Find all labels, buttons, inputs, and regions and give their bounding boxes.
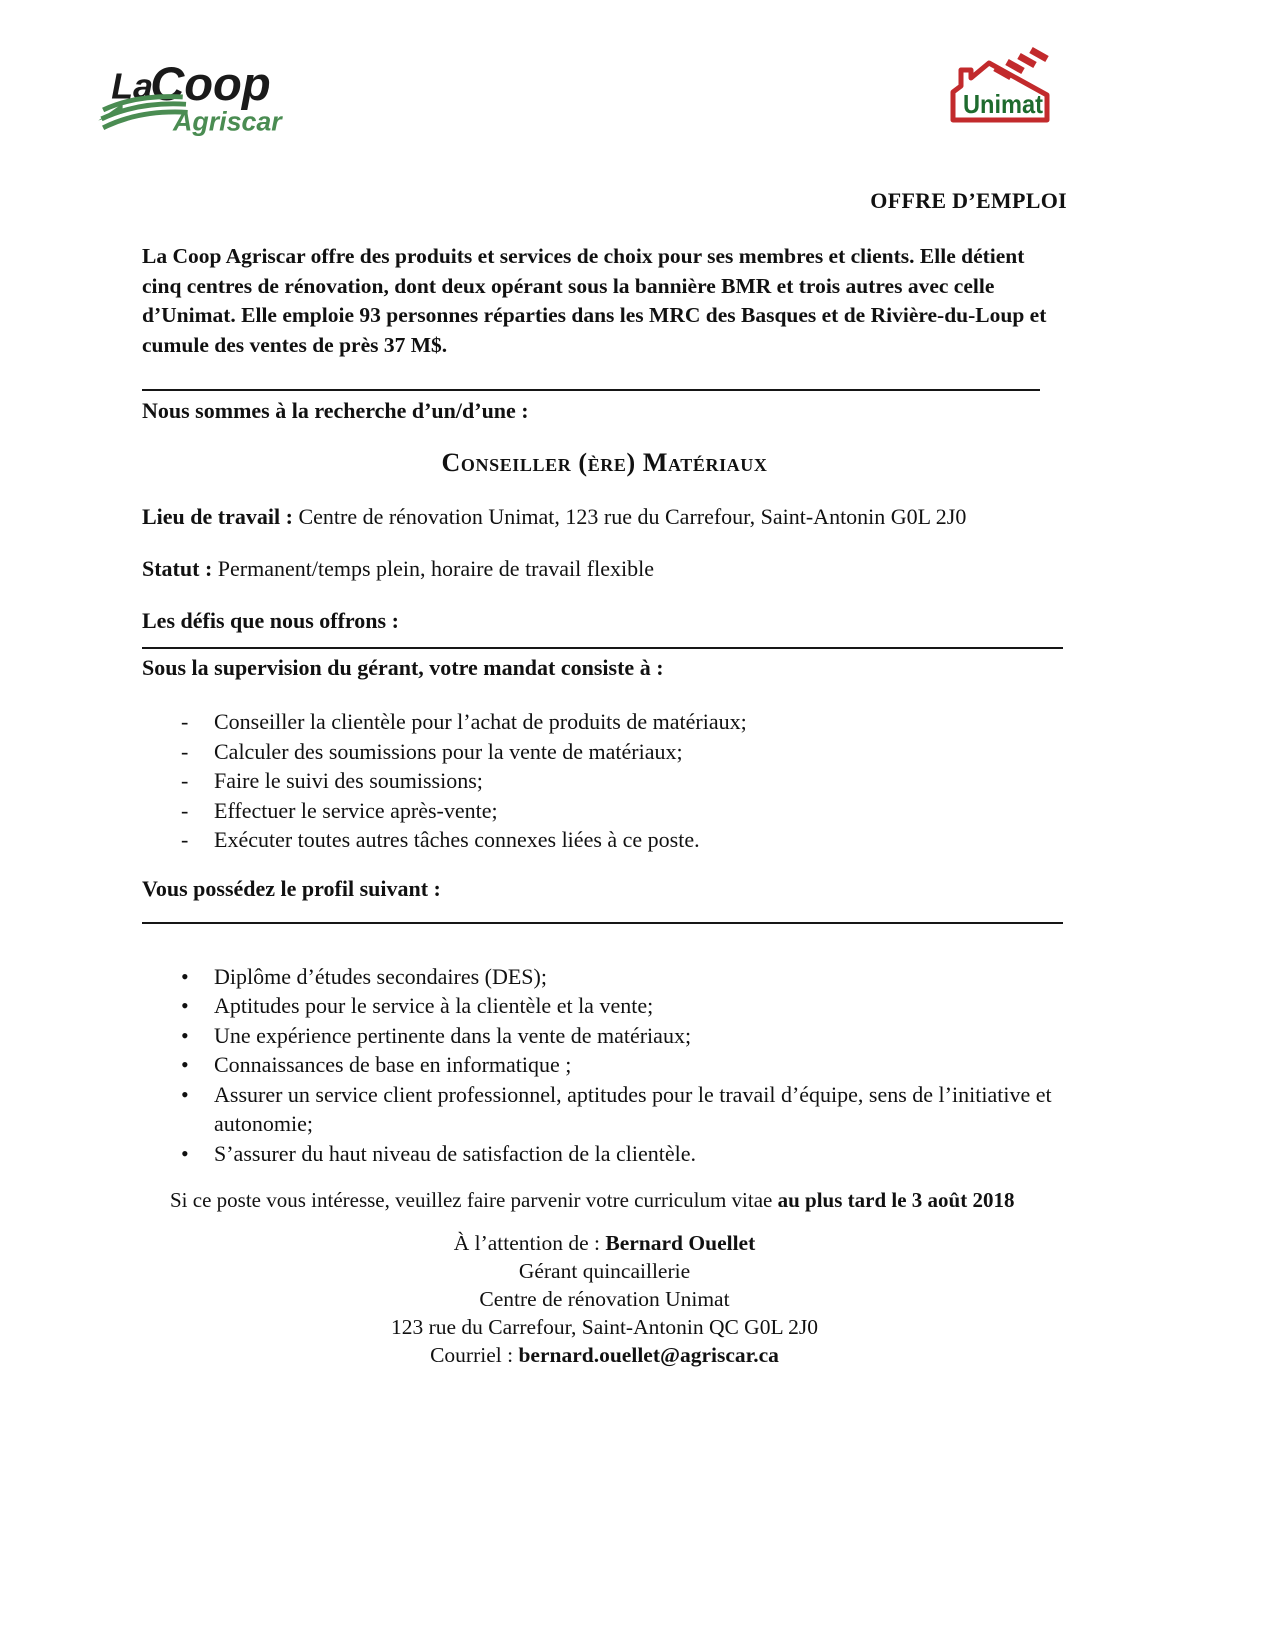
search-heading: Nous sommes à la recherche d’un/d’une :: [142, 398, 529, 423]
bullet-marker: •: [181, 993, 189, 1018]
dash-marker: -: [181, 827, 189, 852]
defis-heading: Les défis que nous offrons :: [142, 608, 399, 633]
contact-email-line: [142, 1341, 1067, 1369]
document-body: [142, 0, 1067, 1369]
bullet-marker: •: [181, 963, 189, 989]
bullet-marker: •: [181, 1052, 189, 1077]
apply-deadline: au plus tard le 3 août 2018: [777, 1188, 1015, 1212]
list-item: [142, 766, 1067, 796]
field-statut-value: Permanent/temps plein, horaire de travail flexible: [212, 556, 654, 581]
attention-label: À l’attention de :: [453, 1231, 606, 1255]
dash-marker: -: [181, 738, 189, 764]
list-item-text: Une expérience pertinente dans la vente de matériaux;: [214, 1022, 692, 1048]
list-item: [142, 1021, 1067, 1051]
list-item-text: Diplôme d’études secondaires (DES);: [214, 963, 547, 989]
list-item: [142, 707, 1067, 737]
email-value: bernard.ouellet@agriscar.ca: [518, 1343, 779, 1367]
agriscar-text: Agriscar: [173, 106, 282, 137]
dash-marker: -: [181, 797, 189, 823]
list-item-text: S’assurer du haut niveau de satisfaction de la clientèle.: [214, 1140, 696, 1166]
list-item: [142, 1050, 1067, 1080]
field-lieu-value: Centre de rénovation Unimat, 123 rue du Carrefour, Saint-Antonin G0L 2J0: [292, 504, 967, 529]
contact-org: Centre de rénovation Unimat: [479, 1287, 730, 1311]
unimat-text: Unimat: [963, 89, 1044, 119]
document-title: OFFRE D’EMPLOI: [870, 188, 1067, 213]
field-statut-label: Statut :: [142, 556, 213, 581]
list-item: [142, 1139, 1067, 1169]
contact-block: [142, 1229, 1067, 1369]
divider-line: [142, 922, 1063, 924]
profile-heading: Vous possédez le profil suivant :: [142, 875, 441, 901]
email-label: Courriel :: [430, 1343, 519, 1367]
list-item: [142, 991, 1067, 1021]
attention-name: Bernard Ouellet: [605, 1231, 756, 1255]
list-item-text: Conseiller la clientèle pour l’achat de produits de matériaux;: [214, 709, 747, 734]
lacoop-coop-text: Coop: [150, 57, 271, 111]
apply-instructions: [142, 1188, 1067, 1213]
profile-list: [142, 962, 1067, 1169]
list-item-text: Aptitudes pour le service à la clientèle et la vente;: [214, 993, 654, 1018]
list-item-text: Effectuer le service après-vente;: [214, 797, 498, 823]
list-item-text: Assurer un service client professionnel, aptitudes pour le travail d’équipe, sens de l’initiative et autonomie;: [214, 1081, 1052, 1136]
list-item: [142, 737, 1067, 767]
bullet-marker: •: [181, 1022, 189, 1048]
lacoop-la-text: La: [111, 66, 153, 107]
bullet-marker: •: [181, 1081, 189, 1107]
list-item-text: Exécuter toutes autres tâches connexes liées à ce poste.: [214, 827, 700, 852]
field-lieu: [142, 504, 1067, 530]
intro-paragraph: La Coop Agriscar offre des produits et services de choix pour ses membres et clients. Elle détient cinq centres de rénovation, dont deux opérant sous la bannière BMR et trois autres avec celle d’Unimat. Elle emploie 93 personnes réparties dans les MRC des Basques et de Rivière-du-Loup et cumule des ventes de près 37 M$.: [142, 244, 1047, 357]
contact-role: Gérant quincaillerie: [518, 1259, 691, 1283]
field-lieu-label: Lieu de travail :: [142, 504, 293, 529]
supervision-heading: Sous la supervision du gérant, votre mandat consiste à :: [142, 655, 664, 680]
list-item: [142, 1080, 1067, 1139]
dash-marker: -: [181, 768, 189, 793]
apply-text: Si ce poste vous intéresse, veuillez faire parvenir votre curriculum vitae: [170, 1188, 778, 1212]
dash-marker: -: [181, 709, 189, 734]
list-item: [142, 796, 1067, 826]
divider-line: [142, 647, 1063, 649]
divider-line: [142, 389, 1040, 391]
list-item: [142, 962, 1067, 992]
job-title: Conseiller (ère) Matériaux: [441, 448, 768, 477]
mandate-list: [142, 707, 1067, 855]
list-item: [142, 825, 1067, 855]
contact-address: 123 rue du Carrefour, Saint-Antonin QC G0L 2J0: [390, 1315, 819, 1339]
bullet-marker: •: [181, 1140, 189, 1166]
list-item-text: Connaissances de base en informatique ;: [214, 1052, 572, 1077]
list-item-text: Calculer des soumissions pour la vente de matériaux;: [214, 738, 683, 764]
contact-attention-line: [142, 1229, 1067, 1257]
field-statut: [142, 556, 1067, 582]
list-item-text: Faire le suivi des soumissions;: [214, 768, 483, 793]
